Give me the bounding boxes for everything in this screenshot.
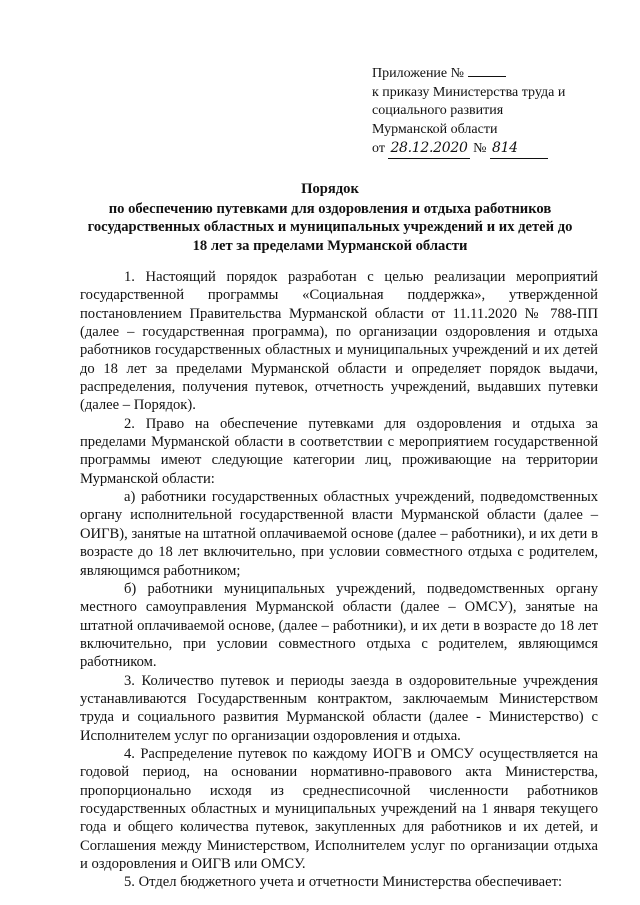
appendix-header [372,64,622,159]
appendix-label: Приложение № [372,66,464,81]
handwritten-date: 28.12.2020 [388,139,469,159]
document-body [80,268,598,892]
paragraph-2: 2. Право на обеспечение путевками для оздоровления и отдыха за пределами Мурманской области в соответствии с мероприятием государственной программы имеют следующие категории лиц, проживающие на территории Мурманской области: [80,415,598,487]
paragraph-4: 4. Распределение путевок по каждому ИОГВ и ОМСУ осуществляется на годовой период, на основании нормативно-правового акта Министерства, пропорционально исходя из среднесписочной численности работников государственных областных и муниципальных учреждений на 1 января текущего года и общего количества путевок, закупленных для работников и их детей, и Соглашения между Министерством, Исполнителем услуг по организации отдыха и оздоровления и ОИГВ или ОМСУ. [80,745,598,872]
title-subtitle-line: 18 лет за пределами Мурманской области [192,237,468,254]
paragraph-3: 3. Количество путевок и периоды заезда в оздоровительные учреждения устанавливаются Государственным контрактом, заключаемым Министерством труда и социального развития Мурманской области (далее - Министерство) с Исполнителем услуг по организации оздоровления и отдыха. [80,672,598,744]
appendix-line-4: Мурманской области [372,121,498,137]
number-sign: № [473,141,487,156]
appendix-line-1 [372,64,622,84]
paragraph-2b: б) работники муниципальных учреждений, подведомственных органу местного самоуправления Мурманской области (далее – ОМСУ), занятые на штатной оплачиваемой основе, (далее – работники), и их дети в возрасте до 18 лет включительно, при условии совместного отдыха с родителем, являющимся работником. [80,580,598,671]
paragraph-2a: а) работники государственных областных учреждений, подведомственных органу исполнительной государственной власти Мурманской области (далее – ОИГВ), занятые на штатной оплачиваемой основе (далее – работники), и их дети в возрасте до 18 лет включительно, при условии совместного отдыха с родителем, являющимся работником; [80,489,598,579]
title-subtitle-line: по обеспечению путевками для оздоровления и отдыха работников [108,200,552,217]
handwritten-number: 814 [490,139,548,159]
paragraph-5: 5. Отдел бюджетного учета и отчетности Министерства обеспечивает: [124,874,563,891]
appendix-number-blank [468,64,506,77]
appendix-line-2: к приказу Министерства труда и [372,84,566,100]
title-heading: Порядок [301,181,359,197]
appendix-line-3: социального развития [372,103,504,118]
document-title [70,180,590,255]
date-prefix: от [372,141,385,156]
paragraph-1: 1. Настоящий порядок разработан с целью реализации мероприятий государственной программы «Социальная поддержка», утвержденной постановлением Правительства Мурманской области от 11.11.2020 № 788-ПП (далее – государственная программа), по организации оздоровления и отдыха работников государственных областных и муниципальных учреждений и их детей до 18 лет за пределами Мурманской области и определяет порядок выдачи, распределения, получения путевок, отчетность учреждений, выдавших путевки (далее – Порядок). [80,269,598,414]
title-subtitle-line: государственных областных и муниципальных учреждений и их детей до [87,219,573,235]
appendix-date-line [372,139,622,159]
